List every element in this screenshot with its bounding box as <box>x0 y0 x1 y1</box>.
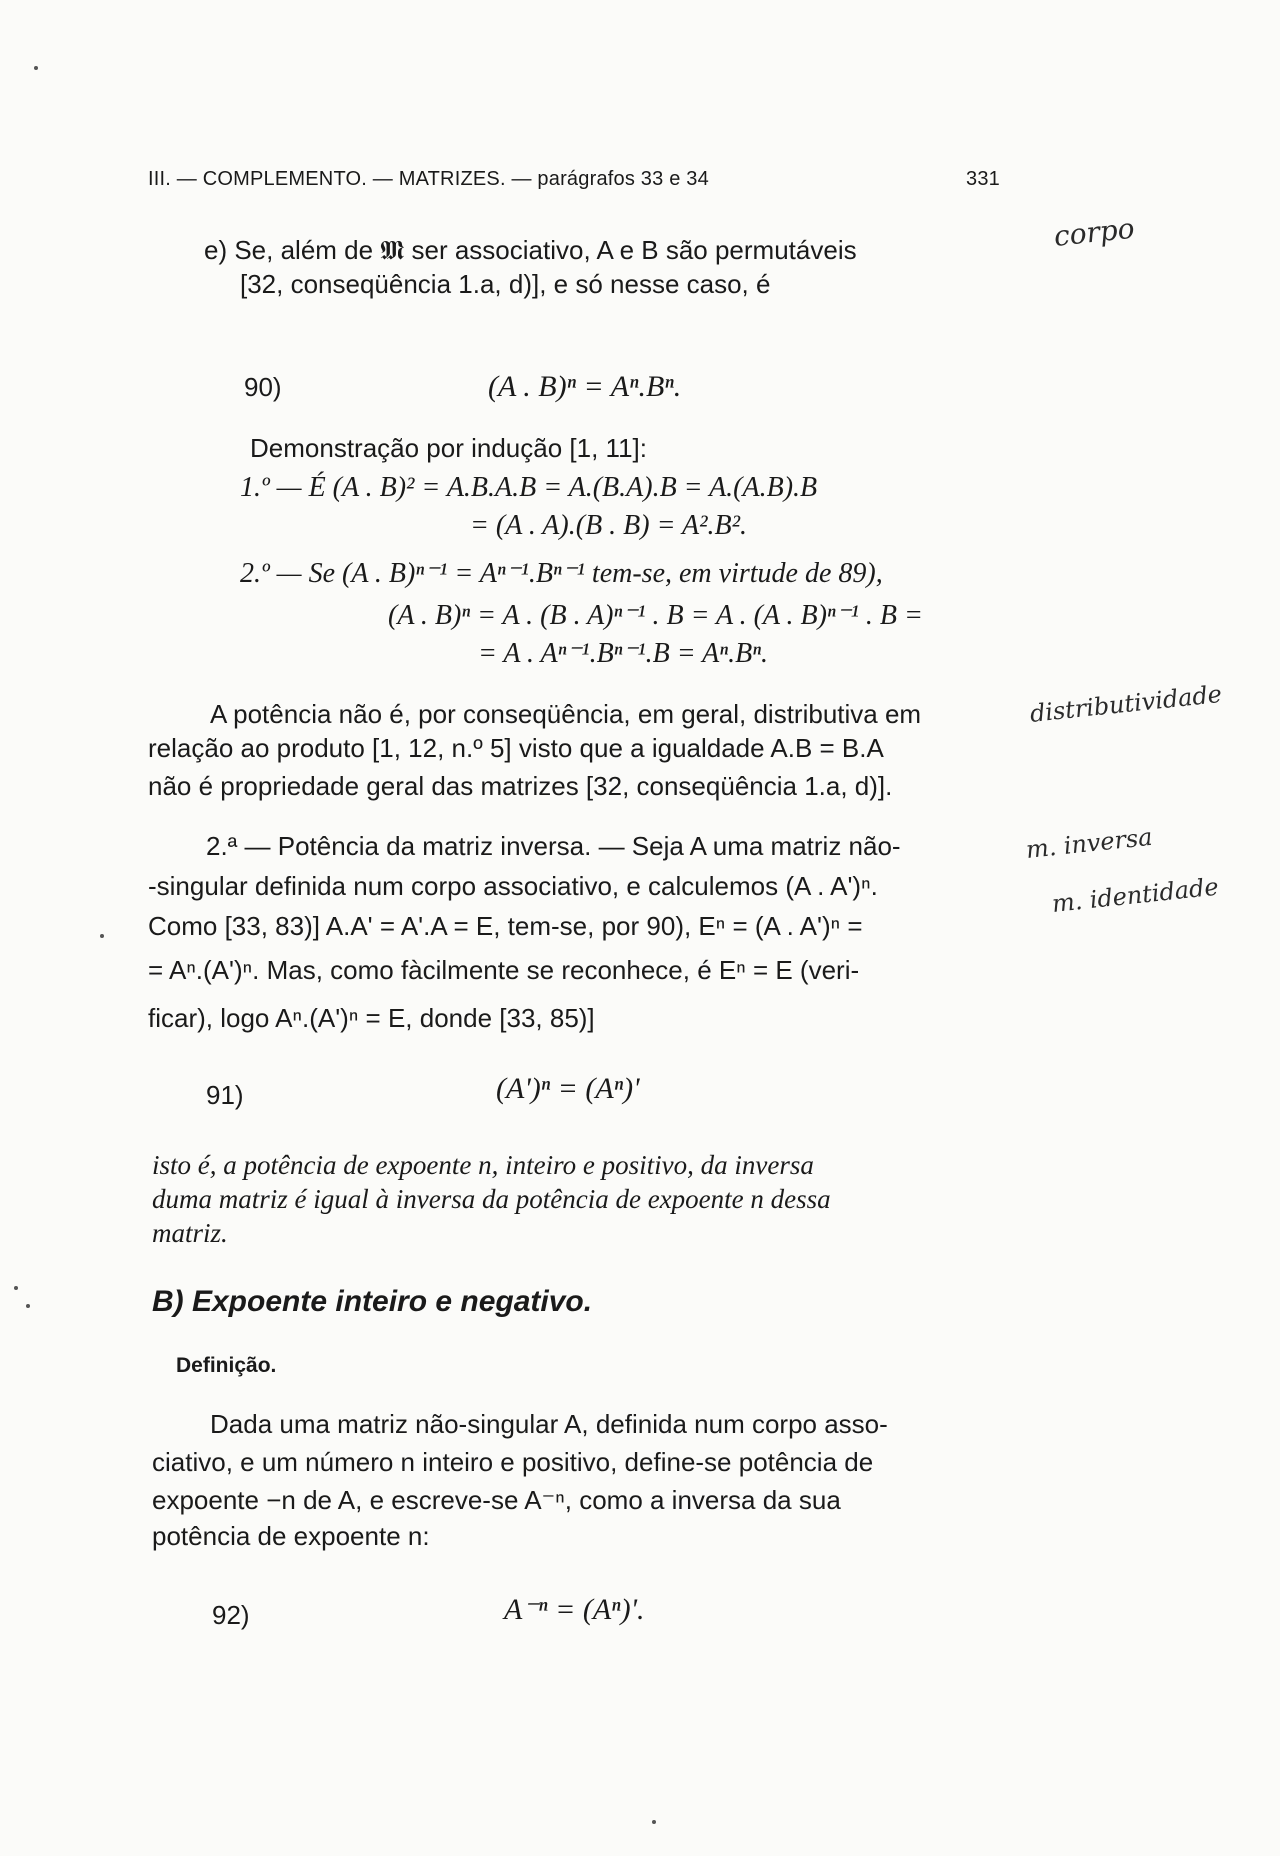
margin-note-identidade: m. identidade <box>1050 872 1220 918</box>
step2-line2: (A . B)ⁿ = A . (B . A)ⁿ⁻¹ . B = A . (A . B)ⁿ⁻¹ . B = <box>388 600 923 631</box>
item2-line5: ficar), logo Aⁿ.(A')ⁿ = E, donde [33, 85)] <box>148 1003 595 1033</box>
eq91-label: 91) <box>206 1080 244 1110</box>
theorem-line1: isto é, a potência de expoente n, inteiro e positivo, da inversa <box>152 1150 814 1180</box>
scan-speck <box>34 66 38 70</box>
scan-speck <box>14 1286 18 1290</box>
eq90: (A . B)ⁿ = Aⁿ.Bⁿ. <box>488 370 682 403</box>
demo-title: Demonstração por indução [1, 11]: <box>250 433 647 463</box>
margin-note-corpo: corpo <box>1052 211 1137 253</box>
item2-line1: 2.ª — Potência da matriz inversa. — Seja A uma matriz não- <box>206 831 901 861</box>
eq92-label: 92) <box>212 1600 250 1630</box>
scan-speck <box>26 1304 30 1308</box>
step1-line1: 1.º — É (A . B)² = A.B.A.B = A.(B.A).B = A.(A.B).B <box>240 472 818 503</box>
margin-note-inversa: m. inversa <box>1024 822 1154 864</box>
theorem-line2: duma matriz é igual à inversa da potência de expoente n dessa <box>152 1184 831 1214</box>
section-b-title: B) Expoente inteiro e negativo. <box>152 1285 593 1318</box>
step2-line3: = A . Aⁿ⁻¹.Bⁿ⁻¹.B = Aⁿ.Bⁿ. <box>478 638 769 669</box>
distrib-para-line1: A potência não é, por conseqüência, em geral, distributiva em <box>210 699 922 729</box>
scan-speck <box>100 934 104 938</box>
item-e-line2: [32, conseqüência 1.a, d)], e só nesse caso, é <box>240 269 771 299</box>
item2-line3: Como [33, 83)] A.A' = A'.A = E, tem-se, por 90), Eⁿ = (A . A')ⁿ = <box>148 911 863 941</box>
eq92: A⁻ⁿ = (Aⁿ)'. <box>504 1593 645 1626</box>
margin-note-distributividade: distributividade <box>1028 679 1224 728</box>
definition-line3: expoente −n de A, e escreve-se A⁻ⁿ, como a inversa da sua <box>152 1485 841 1515</box>
step1-line2: = (A . A).(B . B) = A².B². <box>470 510 747 541</box>
definition-line4: potência de expoente n: <box>152 1521 430 1551</box>
eq90-label: 90) <box>244 372 282 402</box>
step2-line1: 2.º — Se (A . B)ⁿ⁻¹ = Aⁿ⁻¹.Bⁿ⁻¹ tem-se, em virtude de 89), <box>240 558 883 589</box>
distrib-para-line3: não é propriedade geral das matrizes [32, conseqüência 1.a, d)]. <box>148 771 893 801</box>
item2-line2: -singular definida num corpo associativo, e calculemos (A . A')ⁿ. <box>148 871 878 901</box>
definition-line1: Dada uma matriz não-singular A, definida num corpo asso- <box>210 1409 888 1439</box>
definition-heading: Definição. <box>176 1354 277 1377</box>
distrib-para-line2: relação ao produto [1, 12, n.º 5] visto que a igualdade A.B = B.A <box>148 733 884 763</box>
definition-line2: ciativo, e um número n inteiro e positivo, define-se potência de <box>152 1447 874 1477</box>
theorem-line3: matriz. <box>152 1218 228 1248</box>
scan-speck <box>652 1820 656 1824</box>
eq91: (A')ⁿ = (Aⁿ)' <box>496 1072 640 1105</box>
page-number: 331 <box>966 168 1000 190</box>
item2-line4: = Aⁿ.(A')ⁿ. Mas, como fàcilmente se reconhece, é Eⁿ = E (veri- <box>148 955 860 985</box>
item-e-line1: e) Se, além de 𝕸 ser associativo, A e B são permutáveis <box>204 235 857 265</box>
running-header: III. — COMPLEMENTO. — MATRIZES. — parágrafos 33 e 34 <box>148 168 709 190</box>
